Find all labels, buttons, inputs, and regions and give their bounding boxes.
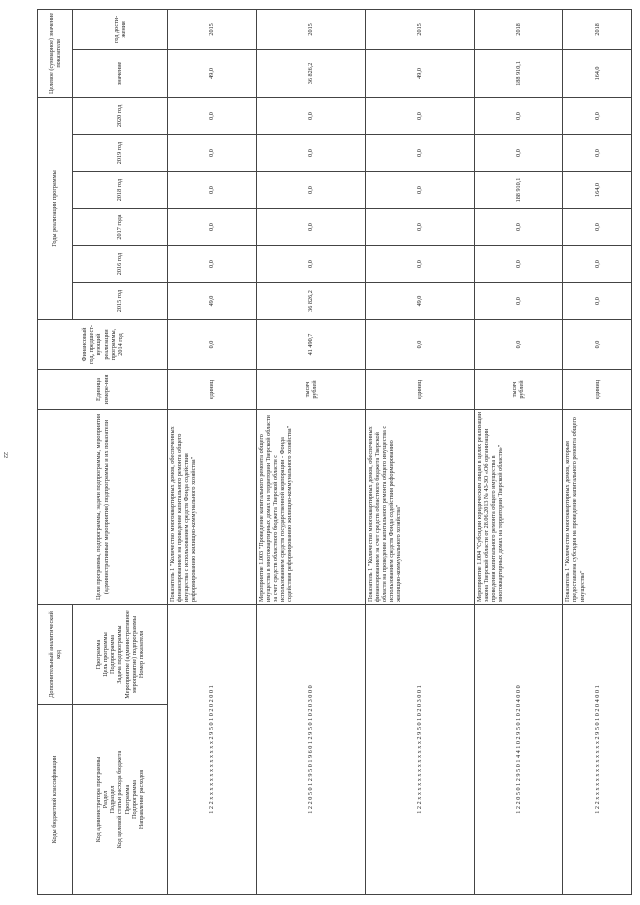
row-year-value: 49,0 — [168, 283, 257, 320]
row-text: Показатель 1 "Количество многоквартирных домов, обеспеченных финансированием за счет средств областного бюджета Тверской области на проведение капитального ремонта общего имущества с использованием средств Фонда содействия реформированию жилищно-коммунального хозяйства" — [365, 410, 474, 605]
row-target-value: 164,0 — [563, 49, 632, 97]
row-prev: 0,0 — [168, 320, 257, 370]
table-header — [38, 9, 168, 894]
row-year-value: 0,0 — [563, 135, 632, 172]
header-col-podrazdel: Подраздел — [109, 785, 117, 814]
header-col-podprogramma: Подпрограмма — [130, 780, 138, 819]
row-text: Мероприятие 1.003 "Проведение капитального ремонта общего имущества в многоквартирных домах на территории Тверской области за счет средств областного бюджета Тверской области с использованием средств государственной корпорации - Фонда содействия реформированию жилищно-коммунального хозяйства" — [256, 410, 365, 605]
header-prev-year: Финансовый год, предшест-вующий реализации программы, 2014 год — [38, 320, 168, 370]
row-prev: 0,0 — [563, 320, 632, 370]
header-unit: Единица измере-ния — [38, 370, 168, 410]
header-a-podprogramma: Подпрограмма — [109, 635, 117, 674]
header-a-zadacha: Задача подпрограммы — [116, 625, 124, 684]
row-year-value: 0,0 — [563, 97, 632, 134]
header-target-group: Целевое (суммарное) значение показателя — [38, 9, 73, 97]
header-years-group: Годы реализации программы — [38, 97, 73, 319]
row-unit: тысяч рублей — [474, 370, 563, 410]
row-year-value: 0,0 — [168, 246, 257, 283]
row-unit: единиц — [168, 370, 257, 410]
header-goals: Цели программы, подпрограммы, задачи подпрограммы, мероприятия (административные мероприятия) подпрограммы и их показатели — [38, 410, 168, 605]
row-year-value: 0,0 — [365, 172, 474, 209]
program-table-sheet — [37, 10, 632, 895]
row-year-value: 0,0 — [474, 135, 563, 172]
header-year-2016: 2016 год — [73, 246, 168, 283]
row-target-value: 36 826,2 — [256, 49, 365, 97]
row-target-year: 2015 — [256, 9, 365, 49]
row-year-value: 0,0 — [168, 172, 257, 209]
row-year-value: 0,0 — [474, 97, 563, 134]
row-code: 1 2 2 0 5 0 1 2 9 5 0 1 4 4 1 0 2 9 5 0 1 0 2 0 4 0 0 0 — [474, 605, 563, 895]
row-target-year: 2015 — [365, 9, 474, 49]
row-year-value: 0,0 — [256, 135, 365, 172]
row-year-value: 0,0 — [256, 209, 365, 246]
table-row — [365, 9, 474, 894]
row-prev: 41 490,7 — [256, 320, 365, 370]
row-year-value: 0,0 — [474, 283, 563, 320]
table-row — [168, 9, 257, 894]
program-indicators-table — [37, 9, 632, 895]
row-year-value: 0,0 — [256, 246, 365, 283]
row-target-year: 2018 — [474, 9, 563, 49]
row-unit: тысяч рублей — [256, 370, 365, 410]
header-year-2017: 2017 года — [73, 209, 168, 246]
header-year-2019: 2019 год — [73, 135, 168, 172]
row-year-value: 188 910,1 — [474, 172, 563, 209]
header-year-2018: 2018 год — [73, 172, 168, 209]
row-year-value: 0,0 — [365, 135, 474, 172]
header-col-programma: Программа — [123, 784, 131, 815]
row-prev: 0,0 — [365, 320, 474, 370]
header-budget-codes: Коды бюджетной классификации — [38, 705, 73, 895]
row-year-value: 0,0 — [256, 97, 365, 134]
row-target-value: 188 910,1 — [474, 49, 563, 97]
header-csr-group: Код целевой статьи расхода бюджета — [116, 750, 124, 849]
header-budget-subcolumns — [73, 705, 168, 895]
row-unit: единиц — [563, 370, 632, 410]
row-year-value: 0,0 — [168, 209, 257, 246]
row-text: Показатель 1 "Количество многоквартирных домов, которым предоставлена субсидия на проведение капитального ремонта общего имущества" — [563, 410, 632, 605]
page-number: 22 — [2, 452, 8, 458]
row-target-year: 2018 — [563, 9, 632, 49]
row-year-value: 0,0 — [365, 97, 474, 134]
row-unit: единиц — [365, 370, 474, 410]
header-year-2015: 2015 год — [73, 283, 168, 320]
row-year-value: 0,0 — [563, 209, 632, 246]
header-a-meropriyatie: Мероприятие (административное мероприятие) подпрограммы — [123, 610, 138, 699]
row-prev: 0,0 — [474, 320, 563, 370]
header-target-value: значение — [73, 49, 168, 97]
row-year-value: 0,0 — [563, 246, 632, 283]
row-year-value: 0,0 — [365, 209, 474, 246]
header-a-cel: Цель программы — [102, 632, 110, 677]
header-col-napravlenie: Направление расходов — [137, 769, 145, 830]
row-target-year: 2015 — [168, 9, 257, 49]
row-year-value: 36 826,2 — [256, 283, 365, 320]
row-year-value: 0,0 — [474, 246, 563, 283]
row-text: Показатель 1 "Количество многоквартирных домов, обеспеченных финансированием на проведение капитального ремонта общего имущества с использованием средств Фонда содействия реформированию жилищно-коммунального хозяйства" — [168, 410, 257, 605]
row-code: 1 2 2 x x x x x x x x x x x x x 2 9 5 0 1 0 2 0 2 0 0 1 — [168, 605, 257, 895]
row-year-value: 0,0 — [365, 246, 474, 283]
row-target-value: 49,0 — [365, 49, 474, 97]
row-year-value: 0,0 — [168, 135, 257, 172]
row-code: 1 2 2 0 5 0 1 2 9 5 0 1 9 6 0 1 2 9 5 0 1 0 2 0 3 0 0 0 — [256, 605, 365, 895]
row-year-value: 0,0 — [563, 283, 632, 320]
row-year-value: 164,0 — [563, 172, 632, 209]
header-a-programma: Программа — [95, 639, 103, 670]
table-row — [474, 9, 563, 894]
header-target-year: год дости-жения — [73, 9, 168, 49]
row-year-value: 0,0 — [256, 172, 365, 209]
row-year-value: 49,0 — [365, 283, 474, 320]
table-row — [563, 9, 632, 894]
header-analytic-codes: Дополнительный аналитический код — [38, 605, 73, 705]
row-code: 1 2 2 x x x x x x x x x x x x x 2 9 5 0 1 0 2 0 4 0 0 1 — [563, 605, 632, 895]
header-year-2020: 2020 год — [73, 97, 168, 134]
row-year-value: 0,0 — [474, 209, 563, 246]
header-col-admin: Код администратора программы — [95, 756, 103, 843]
header-col-razdel: Раздел — [102, 790, 110, 809]
header-a-nomer: Номер показателя — [137, 630, 145, 679]
row-year-value: 0,0 — [168, 97, 257, 134]
header-analytic-subcolumns — [73, 605, 168, 705]
row-target-value: 49,0 — [168, 49, 257, 97]
row-code: 1 2 2 x x x x x x x x x x x x x 2 9 5 0 1 0 2 0 3 0 0 1 — [365, 605, 474, 895]
row-text: Мероприятие 1.004 "Субсидии юридическим лицам в целях реализации закона Тверской области от 28.06.2013 № 43-ЗО «Об организации проведения капитального ремонта общего имущества в многоквартирных домах на территории Тверской области»" — [474, 410, 563, 605]
table-row — [256, 9, 365, 894]
table-body — [168, 9, 632, 894]
